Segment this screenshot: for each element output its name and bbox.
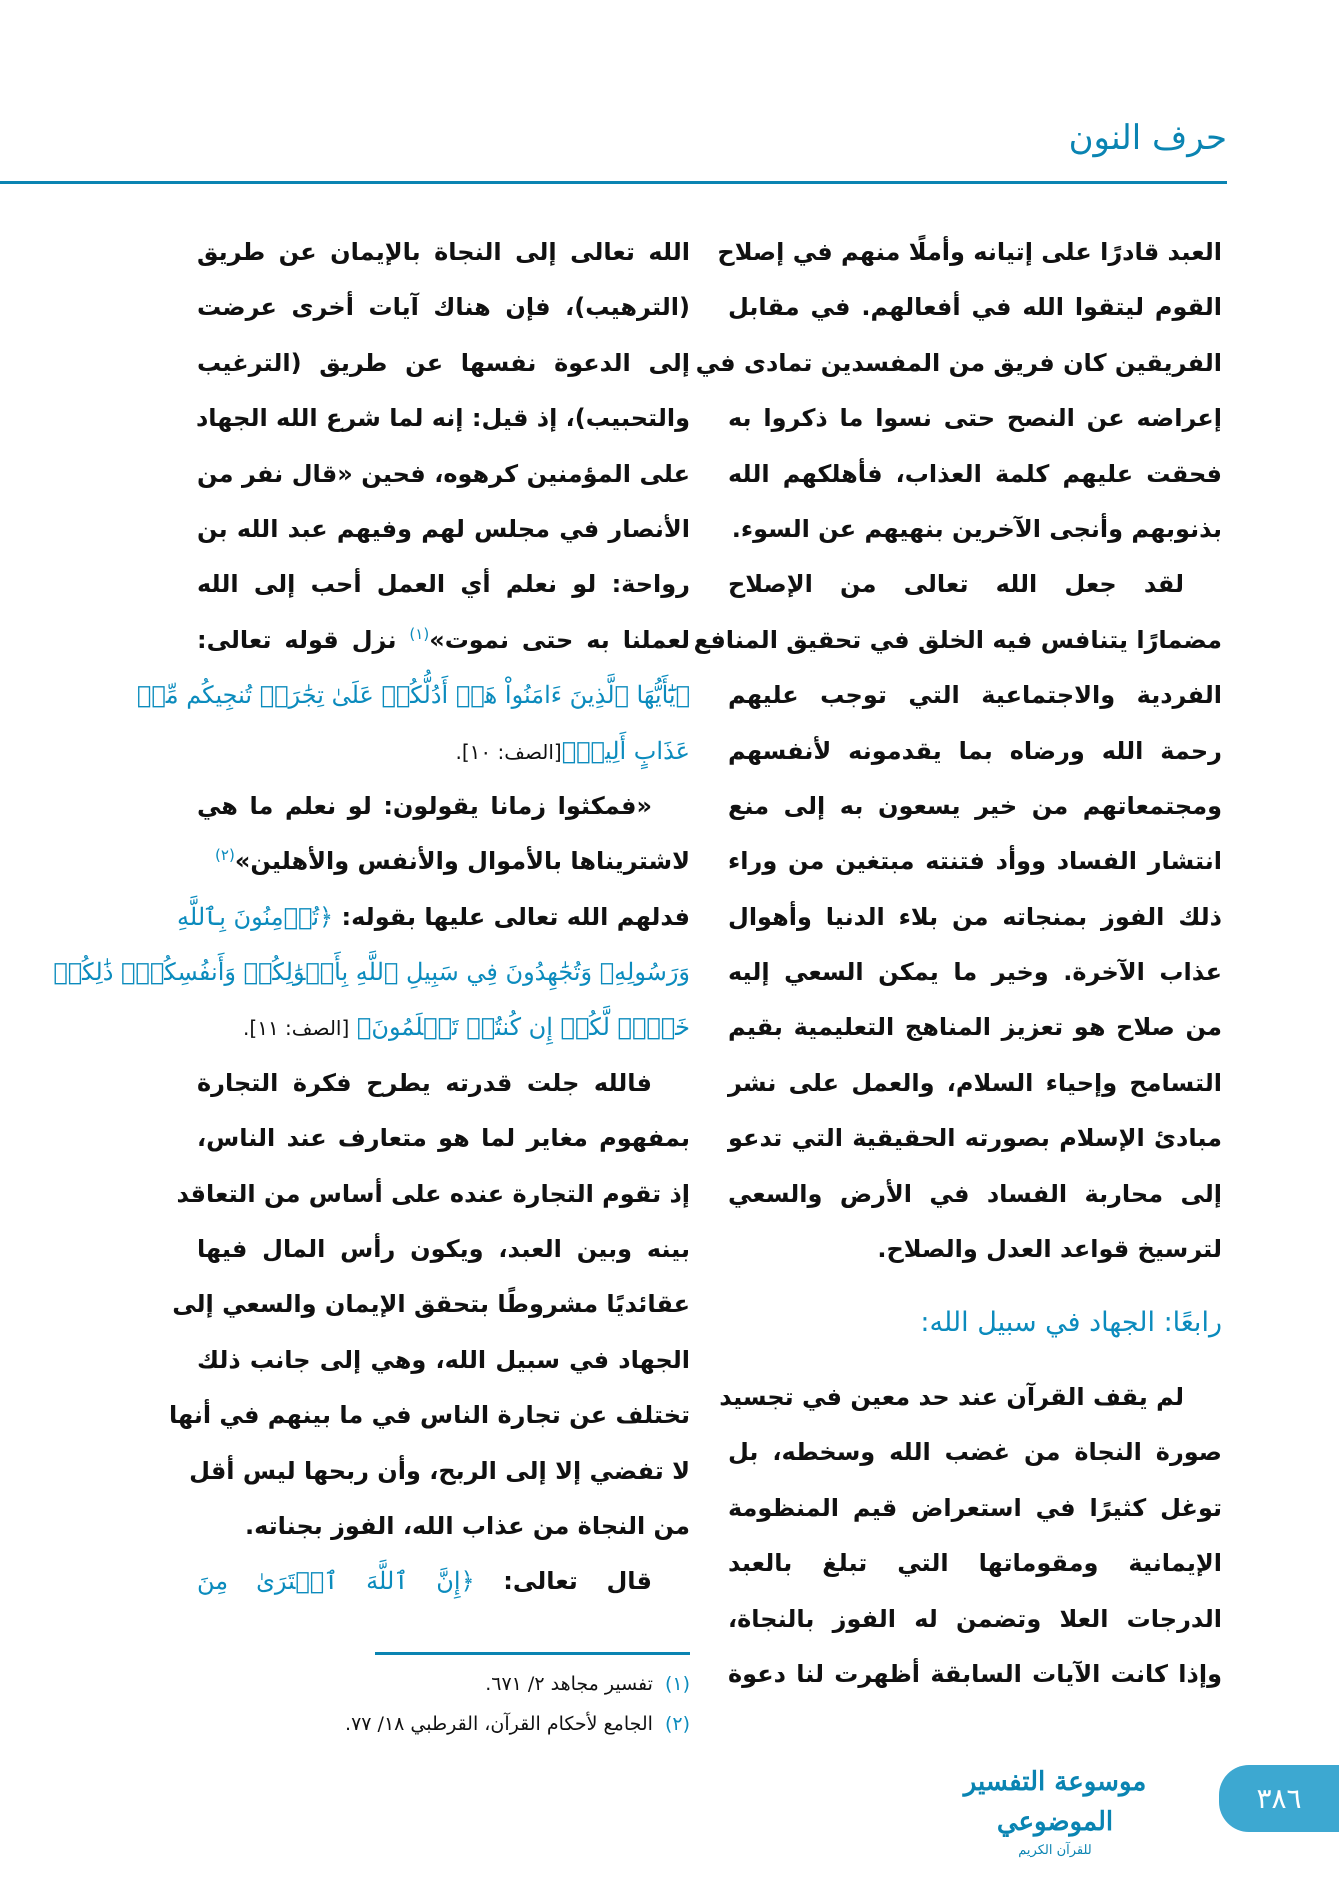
body-text: إعراضه عن النصح حتى نسوا ما ذكروا به [728,404,1222,433]
right-column-block-b [719,1370,1222,1702]
footnote-marker: (١) [409,624,430,643]
text-line [728,834,1222,889]
text-line [197,1000,690,1055]
body-text: صورة النجاة من غضب الله وسخطه، بل [728,1438,1222,1467]
chapter-title: حرف النون [1068,118,1227,158]
verse-reference: [الصف: ١٠]. [455,739,562,764]
body-text: قال تعالى: [474,1567,652,1596]
body-text: مضمارًا يتنافس فيه الخلق في تحقيق المنافع [693,625,1222,654]
text-line [728,1647,1222,1702]
text-line [176,1167,690,1222]
text-line [728,724,1222,779]
text-line [693,613,1222,668]
text-line [189,1444,690,1499]
body-text: إذ تقوم التجارة عنده على أساس من التعاقد [176,1179,690,1208]
text-line [197,1056,690,1111]
body-text: الفريقين كان فريق من المفسدين تمادى في [695,348,1222,377]
body-text: القوم ليتقوا الله في أفعالهم. في مقابل [728,293,1222,322]
quran-verse: خَيۡرٞ لَّكُمۡ إِن كُنتُمۡ تَعۡلَمُونَ﴾ [349,1013,690,1042]
text-line [177,890,690,945]
section-heading: رابعًا: الجهاد في سبيل الله: [920,1307,1222,1338]
text-line [53,945,690,1000]
footnote [200,1664,690,1704]
body-text: بذنوبهم وأنجى الآخرين بنهيهم عن السوء. [731,514,1222,543]
footnotes [200,1664,690,1744]
body-text: «فمكثوا زمانا يقولون: لو نعلم ما هي [197,791,652,820]
text-line [197,613,690,668]
footnote-number: (١) [664,1673,690,1695]
text-line [728,280,1222,335]
text-line [136,668,690,723]
text-line [197,336,690,391]
text-line [719,1370,1222,1425]
body-text: على المؤمنين كرهوه، فحين «قال نفر من [197,459,690,488]
text-line [728,779,1222,834]
text-line [728,1592,1222,1647]
body-text: من صلاح هو تعزيز المناهج التعليمية بقيم [728,1013,1222,1042]
text-line [728,1425,1222,1480]
text-line [197,1333,690,1388]
body-text: فدلهم الله تعالى عليها بقوله: [333,902,690,931]
footnote-text: الجامع لأحكام القرآن، القرطبي ١٨/ ٧٧. [345,1713,653,1735]
text-line [197,834,690,889]
text-line [197,724,690,779]
body-text: ومجتمعاتهم من خير يسعون به إلى منع [728,791,1222,820]
text-line [728,1481,1222,1536]
text-line [728,447,1222,502]
body-text: إلى محاربة الفساد في الأرض والسعي [728,1179,1222,1208]
text-line [728,1222,1222,1277]
body-text: ذلك الفوز بمنجاته من بلاء الدنيا وأهوال [728,902,1222,931]
body-text: رحمة الله ورضاه بما يقدمونه لأنفسهم [728,736,1222,765]
body-text: العبد قادرًا على إتيانه وأملًا منهم في إصلاح [717,238,1222,266]
body-text: لاشتريناها بالأموال والأنفس والأهلين» [234,847,690,876]
body-text: (الترهيب)، فإن هناك آيات أخرى عرضت [197,293,690,322]
body-text: والتحبيب)، إذ قيل: إنه لما شرع الله الجهاد [195,404,690,433]
footnote-number: (٢) [664,1713,690,1735]
body-text: لم يقف القرآن عند حد معين في تجسيد [719,1383,1184,1411]
verse-reference: [الصف: ١١]. [243,1016,350,1041]
text-line [197,779,690,834]
encyclopedia-logo [930,1762,1180,1858]
body-text: عقائديًا مشروطًا بتحقق الإيمان والسعي إلى [172,1290,690,1319]
text-line [197,1111,690,1166]
body-text: بينه وبين العبد، ويكون رأس المال فيها [197,1235,690,1264]
body-text: الفردية والاجتماعية التي توجب عليهم [728,681,1222,710]
text-line [728,890,1222,945]
right-column-block-a [693,225,1222,1277]
footnote-divider [375,1652,690,1655]
footnote-marker: (٢) [215,846,235,865]
text-line [197,1554,690,1609]
text-line [197,280,690,335]
body-text: لقد جعل الله تعالى من الإصلاح [728,570,1184,599]
page-number-badge: ٣٨٦ [1219,1765,1339,1832]
body-text: الإيمانية ومقوماتها التي تبلغ بالعبد [728,1549,1222,1578]
body-text: فحقت عليهم كلمة العذاب، فأهلكهم الله [728,459,1222,488]
body-text: مبادئ الإسلام بصورته الحقيقية التي تدعو [728,1124,1222,1153]
text-line [168,1388,690,1443]
text-line [197,1499,690,1554]
body-text: تختلف عن تجارة الناس في ما بينهم في أنها [168,1401,690,1430]
body-text: وإذا كانت الآيات السابقة أظهرت لنا دعوة [728,1659,1222,1688]
body-text: لترسيخ قواعد العدل والصلاح. [877,1235,1222,1264]
text-line [728,391,1222,446]
text-line [172,1277,690,1332]
body-text: الدرجات العلا وتضمن له الفوز بالنجاة، [728,1604,1222,1633]
text-line [728,1000,1222,1055]
body-text: نزل قوله تعالى: [197,625,410,654]
body-text: الله تعالى إلى النجاة بالإيمان عن طريق [197,238,690,266]
text-line [197,391,690,446]
body-text: الجهاد في سبيل الله، وهي إلى جانب ذلك [197,1345,690,1374]
body-text: الأنصار في مجلس لهم وفيهم عبد الله بن [197,514,690,543]
text-line [728,502,1222,557]
text-line [197,447,690,502]
text-line [197,225,690,280]
text-line [728,1536,1222,1591]
text-line [728,1167,1222,1222]
body-text: عذاب الآخرة. وخير ما يمكن السعي إليه [728,958,1222,987]
body-text: التسامح وإحياء السلام، والعمل على نشر [728,1068,1222,1097]
left-column [53,225,690,1610]
body-text: من النجاة من عذاب الله، الفوز بجناته. [244,1511,690,1540]
logo-title: موسوعة التفسير الموضوعي [963,1767,1147,1837]
logo-subtitle: للقرآن الكريم [1018,1843,1092,1858]
quran-verse: ﴿تُؤۡمِنُونَ بِٱللَّهِ [177,902,334,931]
text-line [728,668,1222,723]
body-text: لا تفضي إلا إلى الربح، وأن ربحها ليس أقل [189,1456,690,1485]
text-line [728,1056,1222,1111]
text-line [197,1222,690,1277]
body-text: فالله جلت قدرته يطرح فكرة التجارة [197,1068,652,1097]
text-line [728,945,1222,1000]
text-line [728,1111,1222,1166]
text-line [728,557,1222,612]
footnote [200,1704,690,1744]
body-text: انتشار الفساد ووأد فتنته مبتغين من وراء [728,847,1222,876]
header-divider [0,181,1227,184]
quran-verse: وَرَسُولِهِۦ وَتُجَٰهِدُونَ فِي سَبِيلِ ٱللَّهِ بِأَمۡوَٰلِكُمۡ وَأَنفُسِكُمۡۚ ذَٰلِكُمۡ [53,958,690,987]
text-line [695,336,1222,391]
body-text: بمفهوم مغاير لما هو متعارف عند الناس، [197,1124,690,1153]
text-line [197,557,690,612]
body-text: توغل كثيرًا في استعراض قيم المنظومة [728,1493,1222,1522]
body-text: لعملنا به حتى نموت» [429,625,690,654]
quran-verse: عَذَابٍ أَلِيمٖ﴾ [561,736,690,765]
text-line [197,502,690,557]
text-line [717,225,1222,280]
footnote-text: تفسير مجاهد ٢/ ٦٧١. [485,1673,653,1695]
body-text: إلى الدعوة نفسها عن طريق (الترغيب [197,348,690,377]
quran-verse: ﴿يَٰٓأَيُّهَا ٱلَّذِينَ ءَامَنُواْ هَلۡ أَدُلُّكُمۡ عَلَىٰ تِجَٰرَةٖ تُنجِيكُم مِّنۡ [136,681,690,710]
quran-verse: ﴿إِنَّ ٱللَّهَ ٱشۡتَرَىٰ مِنَ [197,1567,475,1596]
body-text: رواحة: لو نعلم أي العمل أحب إلى الله [197,570,690,599]
